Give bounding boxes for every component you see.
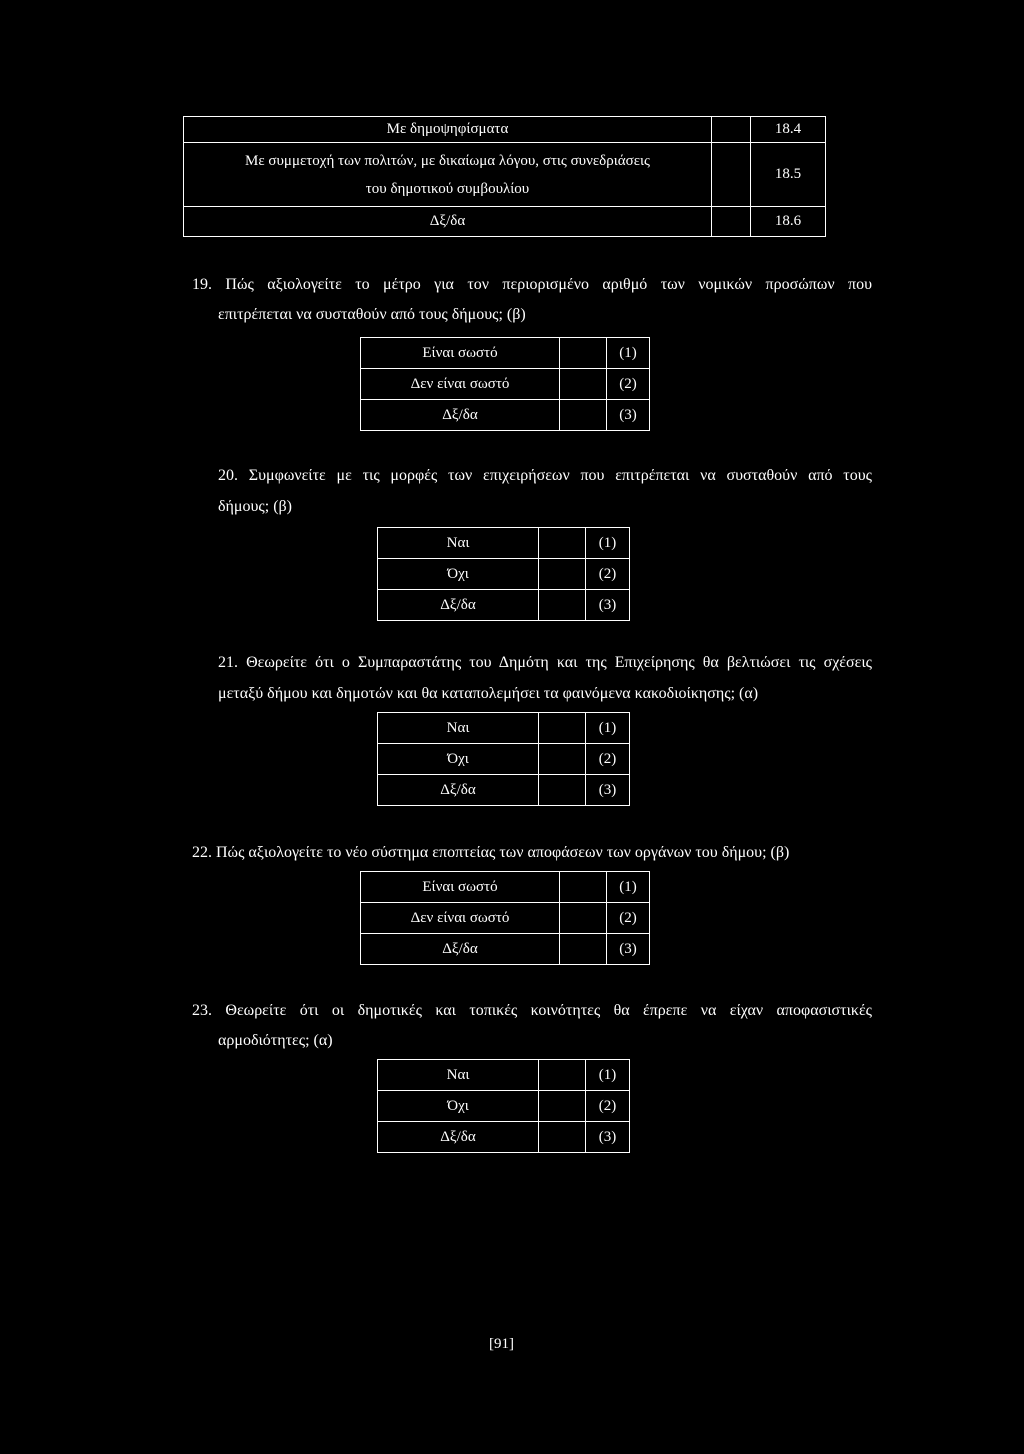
option-label: Όχι [378, 1091, 539, 1122]
option-label: Ναι [378, 713, 539, 744]
option-code: (2) [586, 744, 630, 775]
option-code: (3) [586, 775, 630, 806]
options-table-19 [360, 337, 650, 431]
blank-cell [560, 872, 607, 903]
option-code: 18.6 [751, 207, 826, 237]
option-label: Δεν είναι σωστό [361, 903, 560, 934]
blank-cell [539, 559, 586, 590]
question-19-line-2: επιτρέπεται να συσταθούν από τους δήμους; (β) [218, 306, 526, 323]
option-code: (1) [586, 713, 630, 744]
question-23-line-1: 23. Θεωρείτε ότι οι δημοτικές και τοπικές κοινότητες θα έπρεπε να είχαν αποφασιστικές [192, 1002, 872, 1019]
options-table-21 [377, 712, 630, 806]
option-label: Δξ/δα [361, 934, 560, 965]
option-code: (2) [586, 1091, 630, 1122]
option-code: (2) [586, 559, 630, 590]
option-label-line-1: Με συμμετοχή των πολιτών, με δικαίωμα λόγου, στις συνεδριάσεις [245, 152, 650, 169]
option-label: Όχι [378, 559, 539, 590]
question-21-line-2: μεταξύ δήμου και δημοτών και θα καταπολεμήσει τα φαινόμενα κακοδιοίκησης; (α) [218, 685, 759, 702]
option-label: Ναι [378, 1060, 539, 1091]
blank-cell [712, 207, 751, 237]
blank-cell [539, 590, 586, 621]
option-label [184, 143, 712, 207]
blank-cell [539, 713, 586, 744]
page-number: [91] [489, 1336, 514, 1352]
option-code: (3) [586, 1122, 630, 1153]
option-code: (3) [607, 934, 650, 965]
options-table-22 [360, 871, 650, 965]
option-label: Είναι σωστό [361, 338, 560, 369]
option-label: Δξ/δα [378, 1122, 539, 1153]
option-label: Με δημοψηφίσματα [184, 117, 712, 143]
option-code: (1) [586, 528, 630, 559]
option-label: Δξ/δα [378, 775, 539, 806]
blank-cell [560, 400, 607, 431]
question-20-line-2: δήμους; (β) [218, 498, 292, 515]
blank-cell [539, 744, 586, 775]
blank-cell [560, 934, 607, 965]
question-21-line-1: 21. Θεωρείτε ότι ο Συμπαραστάτης του Δημότη και της Επιχείρησης θα βελτιώσει τις σχέσεις [218, 654, 872, 671]
blank-cell [539, 775, 586, 806]
option-label: Δξ/δα [184, 207, 712, 237]
option-label: Δεν είναι σωστό [361, 369, 560, 400]
option-label: Είναι σωστό [361, 872, 560, 903]
blank-cell [560, 903, 607, 934]
option-code: (1) [586, 1060, 630, 1091]
question-23-line-2: αρμοδιότητες; (α) [218, 1032, 333, 1049]
blank-cell [712, 143, 751, 207]
options-table-20 [377, 527, 630, 621]
question-20-line-1: 20. Συμφωνείτε με τις μορφές των επιχειρήσεων που επιτρέπεται να συσταθούν από τους [218, 467, 872, 484]
blank-cell [560, 369, 607, 400]
question-19-line-1: 19. Πώς αξιολογείτε το μέτρο για τον περιορισμένο αριθμό των νομικών προσώπων που [192, 276, 872, 293]
option-code: (1) [607, 338, 650, 369]
option-label-line-2: του δημοτικού συμβουλίου [365, 180, 530, 197]
blank-cell [560, 338, 607, 369]
option-label: Ναι [378, 528, 539, 559]
option-code: (3) [586, 590, 630, 621]
option-code: 18.4 [751, 117, 826, 143]
option-label: Δξ/δα [378, 590, 539, 621]
blank-cell [539, 1122, 586, 1153]
blank-cell [539, 1060, 586, 1091]
blank-cell [712, 117, 751, 143]
option-code: 18.5 [751, 143, 826, 207]
option-code: (2) [607, 369, 650, 400]
option-code: (3) [607, 400, 650, 431]
table-18 [183, 116, 826, 237]
option-label: Όχι [378, 744, 539, 775]
blank-cell [539, 1091, 586, 1122]
question-22-line-1: 22. Πώς αξιολογείτε το νέο σύστημα εποπτείας των αποφάσεων των οργάνων του δήμου; (β) [192, 844, 790, 861]
option-code: (2) [607, 903, 650, 934]
options-table-23 [377, 1059, 630, 1153]
option-code: (1) [607, 872, 650, 903]
option-label: Δξ/δα [361, 400, 560, 431]
blank-cell [539, 528, 586, 559]
